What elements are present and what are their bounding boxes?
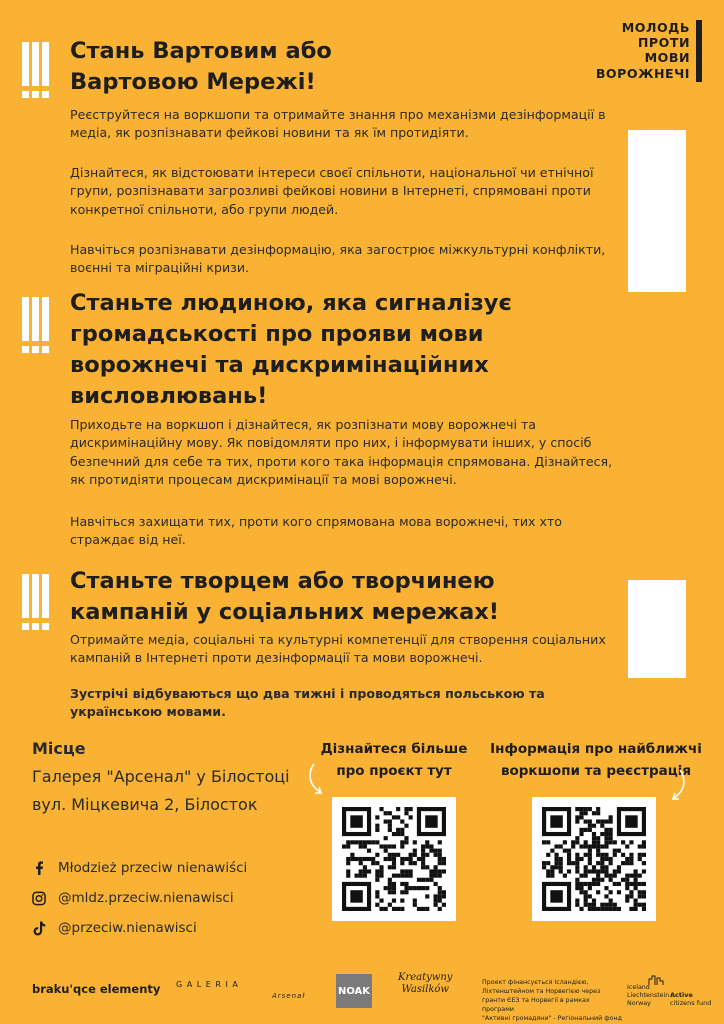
braku-jace-elementy-logo: braku'qce elementy [32, 982, 161, 996]
curved-arrow-icon [306, 762, 328, 798]
galeria-logo: G A L E R I A Arsenał [176, 980, 306, 1000]
section1-paragraph-1: Реєструйтеся на воркшопи та отримайте знання про механізми дезінформації в медіа, як розпізнавати фейкові новини та як їм протидіяти. [70, 107, 606, 141]
logo-bar [696, 20, 702, 82]
section2-title: Станьте людиною, яка сигналізує громадськості про прояви мови ворожнечі та дискримінаційних висловлювань! [70, 290, 512, 409]
tiktok-icon [32, 921, 46, 935]
instagram-handle: @mldz.przeciw.nienawisci [58, 890, 234, 906]
section3-paragraph-1: Отримайте медіа, соціальні та культурні компетенції для створення соціальних кампаній в Інтернеті проти дезінформації та мови ворожнечі. [70, 632, 606, 666]
tiktok-handle: @przeciw.nienawisci [58, 920, 197, 936]
section2-paragraph-2: Навчіться захищати тих, проти кого спрямована мова ворожнечі, тих хто страждає від неї. [70, 514, 562, 548]
active-citizens-fund-logo: Active citizens fund [670, 991, 712, 1007]
place-address: вул. Міцкевича 2, Білосток [32, 795, 258, 814]
qr-code-registration[interactable] [532, 797, 656, 921]
section1-paragraph-3: Навчіться розпізнавати дезінформацію, яка загострює міжкультурні конфлікти, воєнні та міграційні кризи. [70, 242, 606, 276]
facebook-link[interactable] [32, 860, 247, 876]
section3-paragraph-2: Зустрічі відбуваються що два тижні і проводяться польською та українською мовами. [70, 686, 545, 720]
qr2-caption: Інформація про найближчі воркшопи та реєстрація [490, 741, 702, 779]
facebook-icon [32, 861, 46, 875]
tiktok-link[interactable] [32, 920, 197, 936]
logo-line-4: ВОРОЖНЕЧІ [595, 66, 690, 81]
curved-arrow-icon [666, 768, 688, 804]
section1-title: Стань Вартовим або Вартовою Мережі! [70, 38, 332, 95]
exclamation-icon [22, 297, 49, 341]
decorative-white-bar [628, 580, 686, 678]
eea-grants-logo: Iceland Liechtenstein Norway [627, 984, 670, 1007]
kreatywny-wasilkow-logo: Kreatywny Wasilków [398, 972, 453, 995]
funding-note: Проект фінансується Ісландією, Ліхтенштейном та Норвегією через гранти ЄЕЗ та Норвегії в рамках програми "Активні громадяни" - Регіональний фонд [482, 979, 622, 1022]
place-venue: Галерея "Арсенал" у Білостоці [32, 767, 290, 786]
exclamation-icon [22, 42, 49, 86]
place-label: Місце [32, 739, 86, 758]
facebook-handle: Młodzież przeciw nienawiści [58, 860, 248, 876]
section3-title: Станьте творцем або творчинею кампаній у соціальних мережах! [70, 568, 500, 625]
exclamation-icon [22, 574, 49, 618]
logo-line-3: МОВИ [644, 50, 690, 65]
instagram-link[interactable] [32, 890, 234, 906]
qr-pattern [542, 807, 646, 911]
eea-skyline-icon [648, 974, 666, 986]
logo-line-2: ПРОТИ [637, 35, 690, 50]
qr-pattern [342, 807, 446, 911]
section2-paragraph-1: Приходьте на воркшоп і дізнайтеся, як розпізнати мову ворожнечі та дискримінаційну мову. Як повідомляти про них, і інформувати інших, у спосіб безпечний для себе та тих, проти кого така інформація спрямована. Дізнайтеся, як протидіяти процесам дискримінації та мові ворожнечі. [70, 417, 613, 487]
section1-paragraph-2: Дізнайтеся, як відстоювати інтереси своєї спільноти, національної чи етнічної групи, розпізнавати загрозливі фейкові новини в Інтернеті, спрямовані проти конкретної спільноти, або групи людей. [70, 165, 594, 217]
noak-logo: NOAK [336, 974, 372, 1008]
logo-line-1: МОЛОДЬ [621, 20, 690, 35]
qr-code-project-info[interactable] [332, 797, 456, 921]
decorative-white-bar [628, 130, 686, 292]
qr1-caption: Дізнайтеся більше про проєкт тут [320, 741, 468, 779]
project-logo [595, 20, 702, 82]
instagram-icon [32, 891, 46, 905]
